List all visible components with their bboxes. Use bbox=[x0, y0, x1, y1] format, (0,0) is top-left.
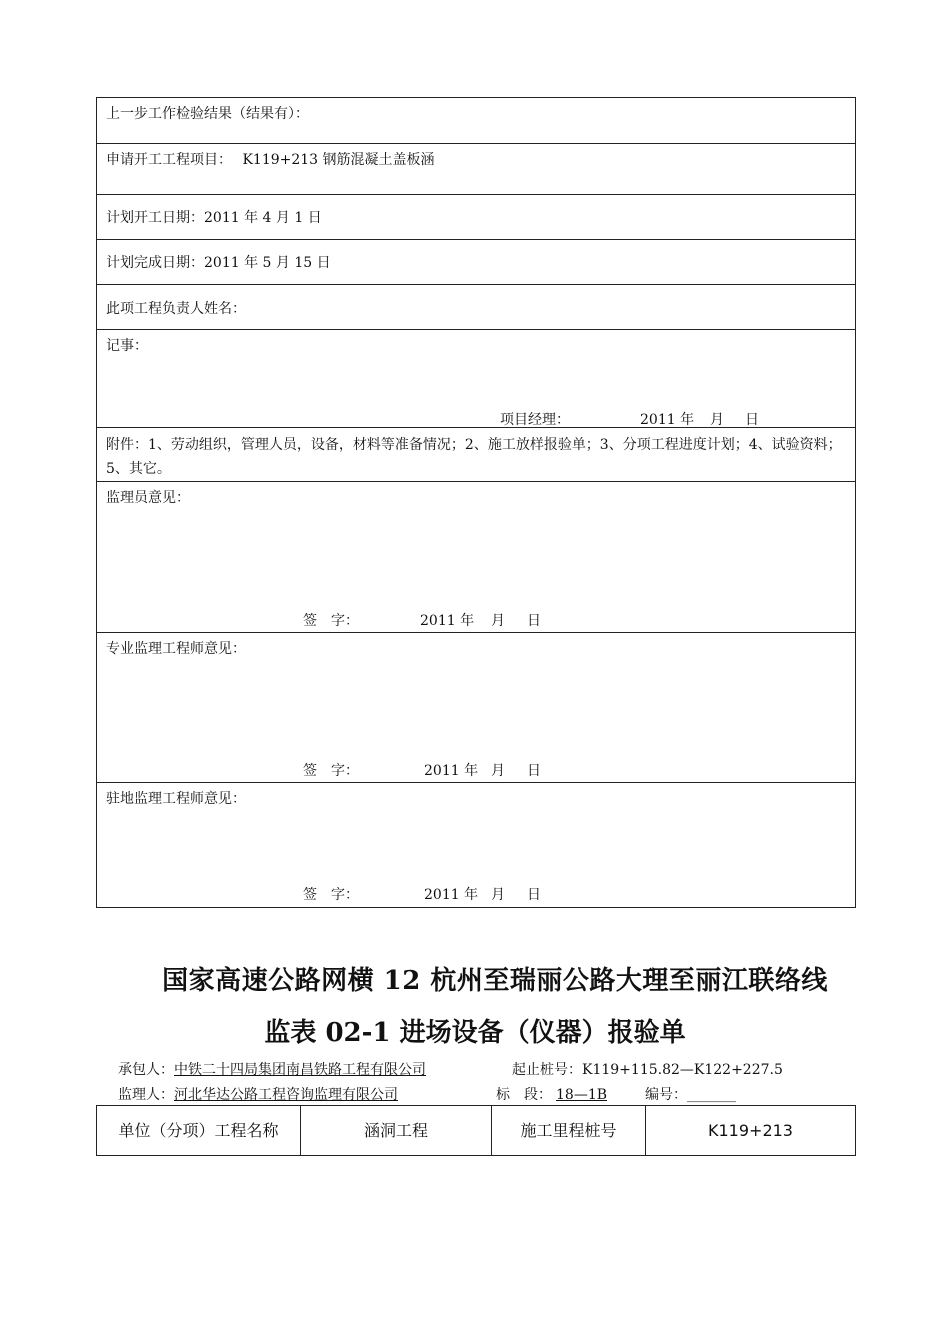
attachments-row bbox=[97, 428, 855, 482]
number-label: 编号： bbox=[645, 1087, 687, 1103]
sign-date-year: 2011 年 bbox=[420, 613, 475, 629]
station-line bbox=[512, 1059, 783, 1079]
contractor-value: 中铁二十四局集团南昌铁路工程有限公司 bbox=[174, 1062, 426, 1078]
unit-project-name-label: 单位（分项）工程名称 bbox=[97, 1106, 301, 1155]
pm-label: 项目经理： bbox=[500, 412, 570, 428]
sign-label: 签 字： bbox=[303, 613, 359, 629]
inspection-form bbox=[96, 97, 856, 908]
pm-date-month: 月 bbox=[710, 412, 724, 428]
prev-result-row bbox=[97, 98, 855, 144]
document-title-line2: 监表 02-1 进场设备（仪器）报验单 bbox=[264, 1018, 686, 1048]
pm-date-year: 2011 年 bbox=[640, 412, 695, 428]
apply-project-row bbox=[97, 144, 855, 195]
contractor-label: 承包人： bbox=[118, 1062, 174, 1078]
sign-date-month: 月 bbox=[491, 887, 505, 903]
supervisor-line bbox=[118, 1084, 398, 1104]
station-value: K119+115.82—K122+227.5 bbox=[582, 1062, 783, 1078]
supervisor-value: 河北华达公路工程咨询监理有限公司 bbox=[174, 1087, 398, 1103]
document-title-line1: 国家高速公路网横 12 杭州至瑞丽公路大理至丽江联络线 bbox=[162, 966, 828, 996]
plan-start-date: 计划开工日期：2011 年 4 月 1 日 bbox=[106, 210, 322, 226]
unit-project-name-value: 涵洞工程 bbox=[301, 1106, 492, 1155]
resident-opinion-label: 驻地监理工程师意见： bbox=[106, 791, 246, 807]
specialist-opinion-label: 专业监理工程师意见： bbox=[106, 641, 246, 657]
pm-date-day: 日 bbox=[745, 412, 759, 428]
supervisor-label: 监理人： bbox=[118, 1087, 174, 1103]
notes-label: 记事： bbox=[106, 338, 148, 354]
sign-date-year: 2011 年 bbox=[424, 763, 479, 779]
apply-project-label: 申请开工工程项目： bbox=[106, 152, 232, 168]
sign-label: 签 字： bbox=[303, 887, 359, 903]
mileage-station-label: 施工里程桩号 bbox=[492, 1106, 646, 1155]
contractor-line bbox=[118, 1059, 426, 1079]
supervisor-opinion-label: 监理员意见： bbox=[106, 490, 190, 506]
apply-project-text bbox=[106, 149, 435, 169]
project-info-table bbox=[96, 1105, 856, 1156]
sign-date-day: 日 bbox=[527, 887, 541, 903]
prev-result-label: 上一步工作检验结果（结果有）： bbox=[106, 106, 309, 122]
sign-date-day: 日 bbox=[527, 763, 541, 779]
supervisor-opinion-row bbox=[97, 482, 855, 633]
section-line bbox=[496, 1084, 607, 1104]
attachments-text: 附件：1、劳动组织，管理人员，设备，材料等准备情况；2、施工放样报验单；3、分项工程进度计划；4、试验资料；5、其它。 bbox=[106, 437, 842, 477]
responsible-label: 此项工程负责人姓名： bbox=[106, 301, 246, 317]
plan-finish-row bbox=[97, 240, 855, 285]
notes-row bbox=[97, 330, 855, 428]
plan-finish-date: 计划完成日期：2011 年 5 月 15 日 bbox=[106, 255, 331, 271]
sign-label: 签 字： bbox=[303, 763, 359, 779]
section-value: 18—1B bbox=[556, 1087, 608, 1103]
section-label: 标 段： bbox=[496, 1087, 552, 1103]
number-line bbox=[645, 1084, 736, 1104]
number-value: _______ bbox=[687, 1087, 736, 1103]
specialist-opinion-row bbox=[97, 633, 855, 783]
apply-project-value: K119+213 钢筋混凝土盖板涵 bbox=[242, 152, 435, 168]
station-label: 起止桩号： bbox=[512, 1062, 582, 1078]
sign-date-month: 月 bbox=[491, 763, 505, 779]
sign-date-month: 月 bbox=[491, 613, 505, 629]
sign-date-day: 日 bbox=[527, 613, 541, 629]
resident-opinion-row bbox=[97, 783, 855, 907]
plan-start-row bbox=[97, 195, 855, 240]
sign-date-year: 2011 年 bbox=[424, 887, 479, 903]
responsible-row bbox=[97, 285, 855, 330]
mileage-station-value: K119+213 bbox=[708, 1121, 793, 1140]
